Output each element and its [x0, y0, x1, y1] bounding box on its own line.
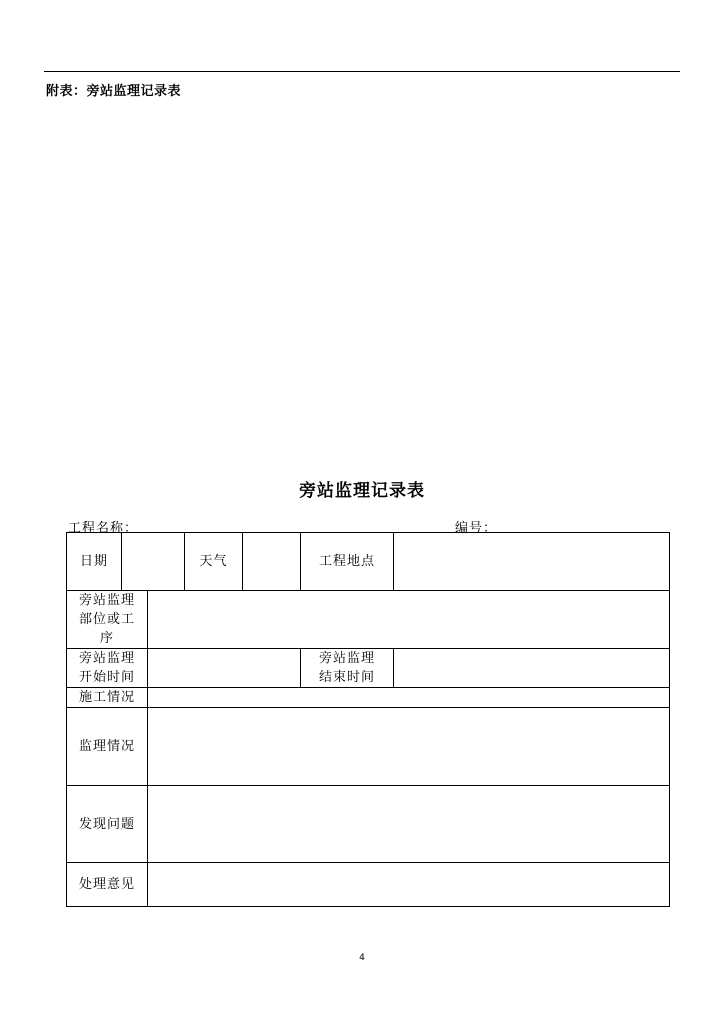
end-time-label-line-2: 结束时间	[318, 670, 375, 685]
start-time-label	[67, 649, 148, 688]
start-time-value-cell[interactable]	[148, 649, 301, 688]
serial-number-label: 编号：	[455, 521, 498, 536]
construction-value-cell[interactable]	[148, 688, 670, 708]
location-label: 工程地点	[301, 533, 394, 591]
part-label-line-1: 旁站监理	[78, 593, 135, 608]
project-name-label: 工程名称：	[68, 521, 139, 536]
date-label: 日期	[67, 533, 122, 591]
row-supervision	[67, 708, 670, 786]
header-rule	[44, 71, 680, 72]
end-time-label-line-1: 旁站监理	[318, 651, 375, 666]
row-problems	[67, 786, 670, 863]
supervision-record-table	[66, 532, 670, 907]
supervision-label: 监理情况	[67, 708, 148, 786]
row-construction	[67, 688, 670, 708]
part-label-line-2: 部位或工	[78, 612, 135, 627]
end-time-value-cell[interactable]	[394, 649, 670, 688]
weather-value-cell[interactable]	[243, 533, 301, 591]
start-time-label-line-1: 旁站监理	[78, 651, 135, 666]
part-label-line-3: 序	[99, 631, 114, 646]
end-time-label	[301, 649, 394, 688]
construction-label: 施工情况	[67, 688, 148, 708]
row-handling	[67, 863, 670, 907]
page-number: 4	[359, 953, 365, 963]
handling-label: 处理意见	[67, 863, 148, 907]
row-part	[67, 591, 670, 649]
row-start-end-time	[67, 649, 670, 688]
row-date-weather-location	[67, 533, 670, 591]
part-value-cell[interactable]	[148, 591, 670, 649]
problems-value-cell[interactable]	[148, 786, 670, 863]
appendix-title: 附表：旁站监理记录表	[46, 84, 182, 99]
supervision-value-cell[interactable]	[148, 708, 670, 786]
form-title: 旁站监理记录表	[299, 481, 425, 501]
part-label	[67, 591, 148, 649]
date-value-cell[interactable]	[122, 533, 185, 591]
weather-label: 天气	[185, 533, 243, 591]
handling-value-cell[interactable]	[148, 863, 670, 907]
location-value-cell[interactable]	[394, 533, 670, 591]
problems-label: 发现问题	[67, 786, 148, 863]
start-time-label-line-2: 开始时间	[78, 670, 135, 685]
